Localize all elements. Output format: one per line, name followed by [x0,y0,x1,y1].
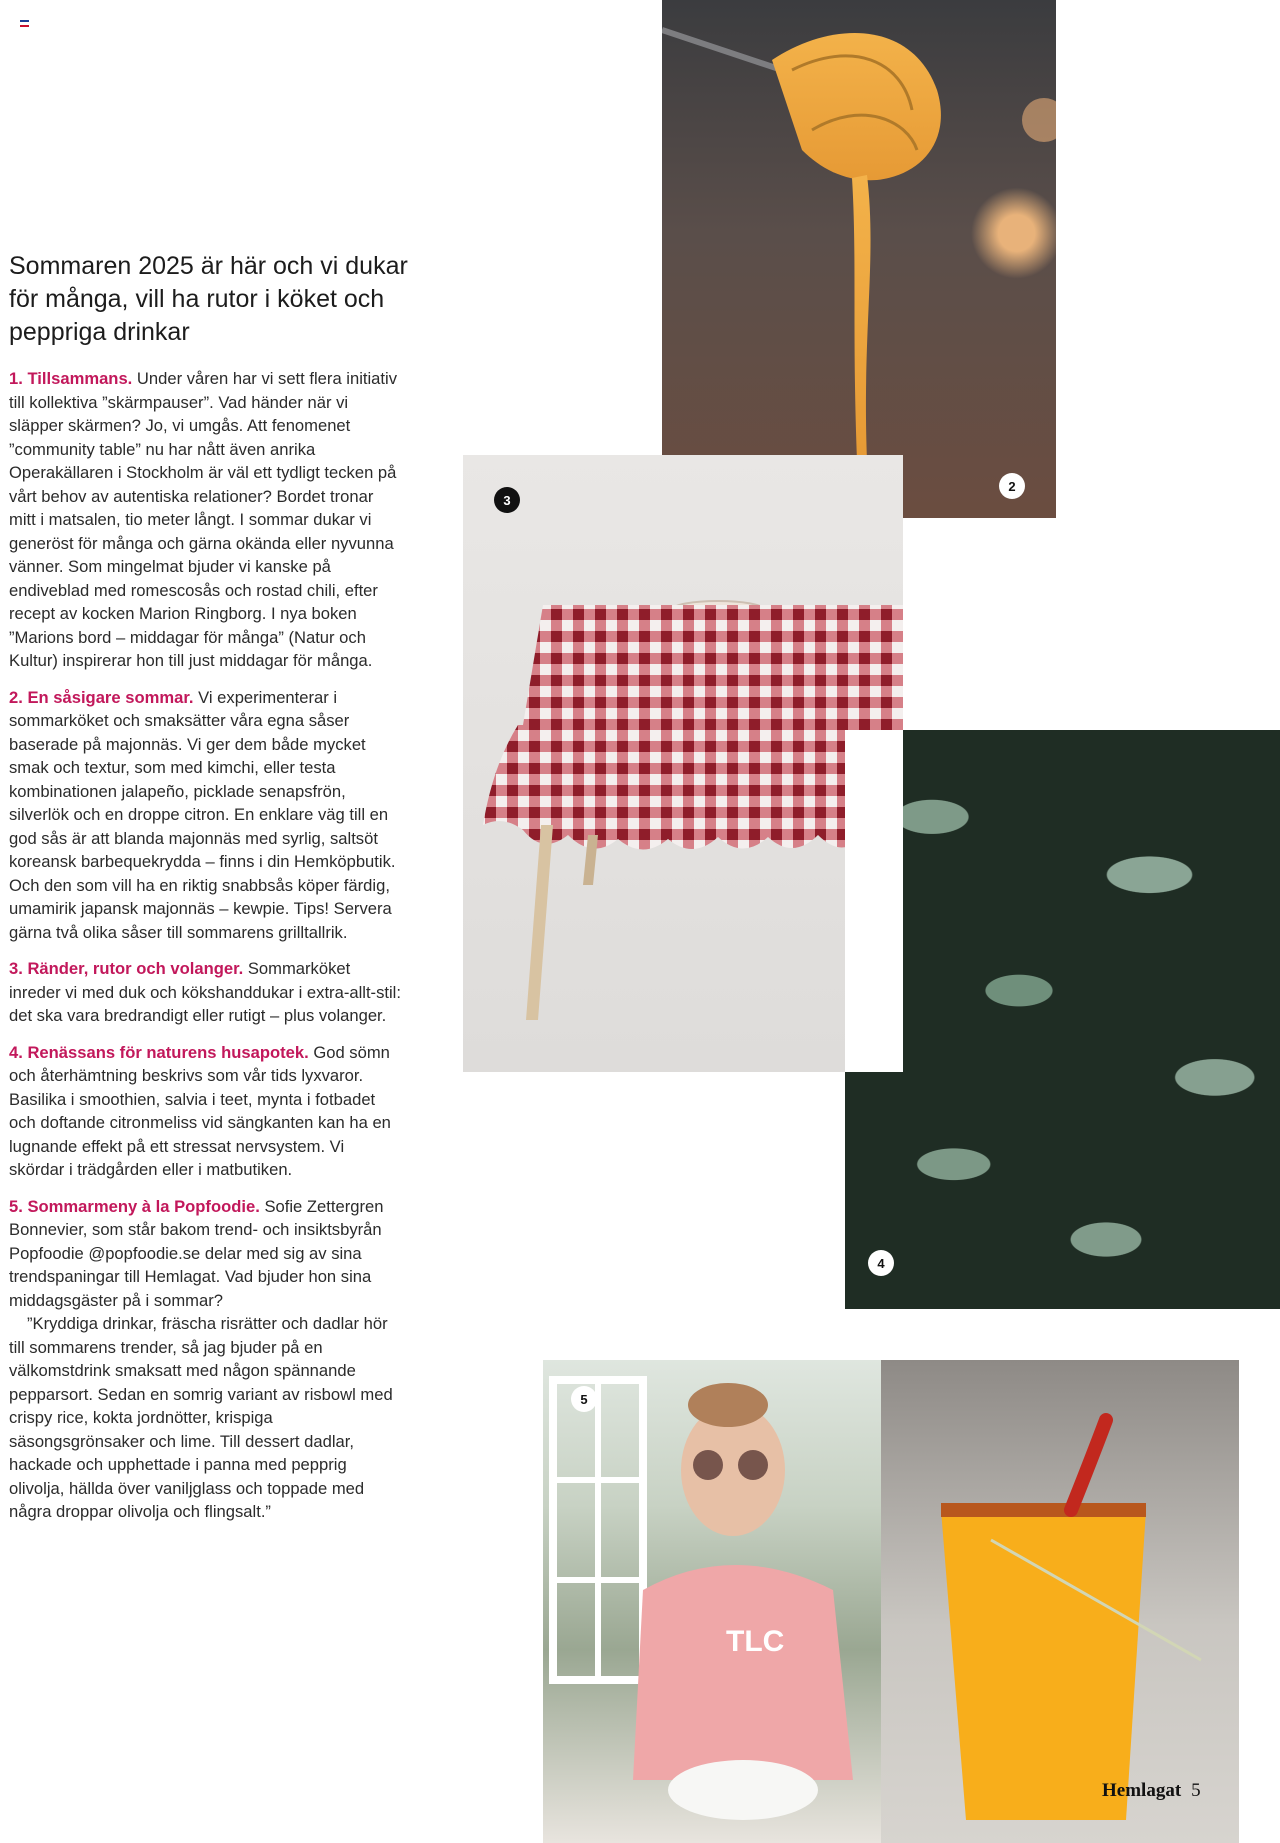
section-1 [9,367,401,673]
photo-number-badge: 5 [571,1386,597,1412]
section-4 [9,1041,401,1182]
gingham-table-illustration [463,455,903,1072]
shirt-print-text: TLC [726,1625,785,1658]
photo-number-badge: 3 [494,487,520,513]
portrait-illustration [543,1360,881,1843]
photo-herbs-sage [845,730,1280,1309]
section-text: God sömn och återhämtning beskrivs som vår tids lyxvaror. Basilika i smoothien, salvia i teet, mynta i fotbadet och doftande citronmeliss vid sängkanten kan ha en lugnande effekt på ett stressat nervsystem. Vi skördar i trädgården eller i matbutiken. [9,1042,391,1179]
section-heading: 4. Renässans för naturens husapotek. [9,1042,309,1062]
section-heading: 2. En såsigare sommar. [9,687,194,707]
section-2 [9,686,401,945]
photo-number-badge: 4 [868,1250,894,1276]
magazine-name: Hemlagat [1102,1780,1182,1801]
section-heading: 5. Sommarmeny à la Popfoodie. [9,1196,260,1216]
popfoodie-quote: ”Kryddiga drinkar, fräscha risrätter och dadlar hör till sommarens trender, så jag bjuder på en välkomstdrink smaksatt med någon spännande pepparsort. Sedan en somrig variant av risbowl med crispy rice, kokta jordnötter, krispiga säsongsgrönsaker och lime. Till dessert dadlar, hackade och upphettade i panna med pepprig olivolja, hällda över vaniljglass och toppade med några droppar olivolja och flingsalt.” [9,1314,393,1521]
photo-spicy-drink [881,1360,1239,1843]
photo-popfoodie-portrait [543,1360,881,1843]
section-3 [9,957,401,1028]
section-text: Vi experimenterar i sommarköket och smaksätter våra egna såser baserade på majonnäs. Vi ger dem både mycket smak och textur, som med kimchi, eller testa kombinationen jalapeño, picklade senapsfrön, silverlök och en droppe citron. En enklare väg till en god sås är att blanda majonnäs med syrlig, saltsöt koreansk barbequekrydda – finns i din Hemköpbutik. Och den som vill ha en riktig snabbsås köper färdig, umamirik japansk majonnäs – kewpie. Tips! Servera gärna två olika såser till sommarens grilltallrik. [9,687,396,942]
whisk-illustration [662,0,1056,518]
section-text: Sommarköket inreder vi med duk och kökshanddukar i extra-allt-stil: det ska vara bredrandigt eller rutigt – plus volanger. [9,959,401,1025]
section-text: Sofie Zettergren Bonnevier, som står bakom trend- och insiktsbyrån Popfoodie @popfoodie.se delar med sig av sina trendspaningar till Hemlagat. Vad bjuder hon sina middagsgäster på i sommar? [9,1196,384,1310]
photo-cutout [845,730,903,1072]
article-body [9,367,401,1537]
page-headline: Sommaren 2025 är här och vi dukar för många, vill ha rutor i köket och peppriga drinkar [9,252,408,346]
photo-number-badge: 2 [999,473,1025,499]
drink-illustration [881,1360,1239,1843]
section-text: Under våren har vi sett flera initiativ till kollektiva ”skärmpauser”. Vad händer när vi släpper skärmen? Jo, vi umgås. Att fenomenet ”community table” nu har nått även anrika Operakällaren i Stockholm är väl ett tydligt tecken på vårt behov av autentiska relationer? Bordet tronar mitt i matsalen, tio meter långt. I sommar dukar vi generöst för många och gärna okända eller nyvunna vänner. Som mingelmat bjuder vi kanske på endiveblad med romescosås och rostad chili, efter recept av kocken Marion Ringborg. I nya boken ”Marions bord – middagar för många” (Natur och Kultur) inspirerar hon till just middagar för många. [9,369,398,670]
language-flag-icon[interactable] [20,20,29,27]
page-footer [1102,1780,1201,1802]
photo-whisk-sauce [662,0,1056,518]
photo-gingham-table [463,455,903,1072]
section-heading: 3. Ränder, rutor och volanger. [9,959,244,978]
section-heading: 1. Tillsammans. [9,369,133,388]
page-number: 5 [1191,1780,1201,1801]
section-5 [9,1195,401,1313]
flag-stripe [20,25,29,27]
